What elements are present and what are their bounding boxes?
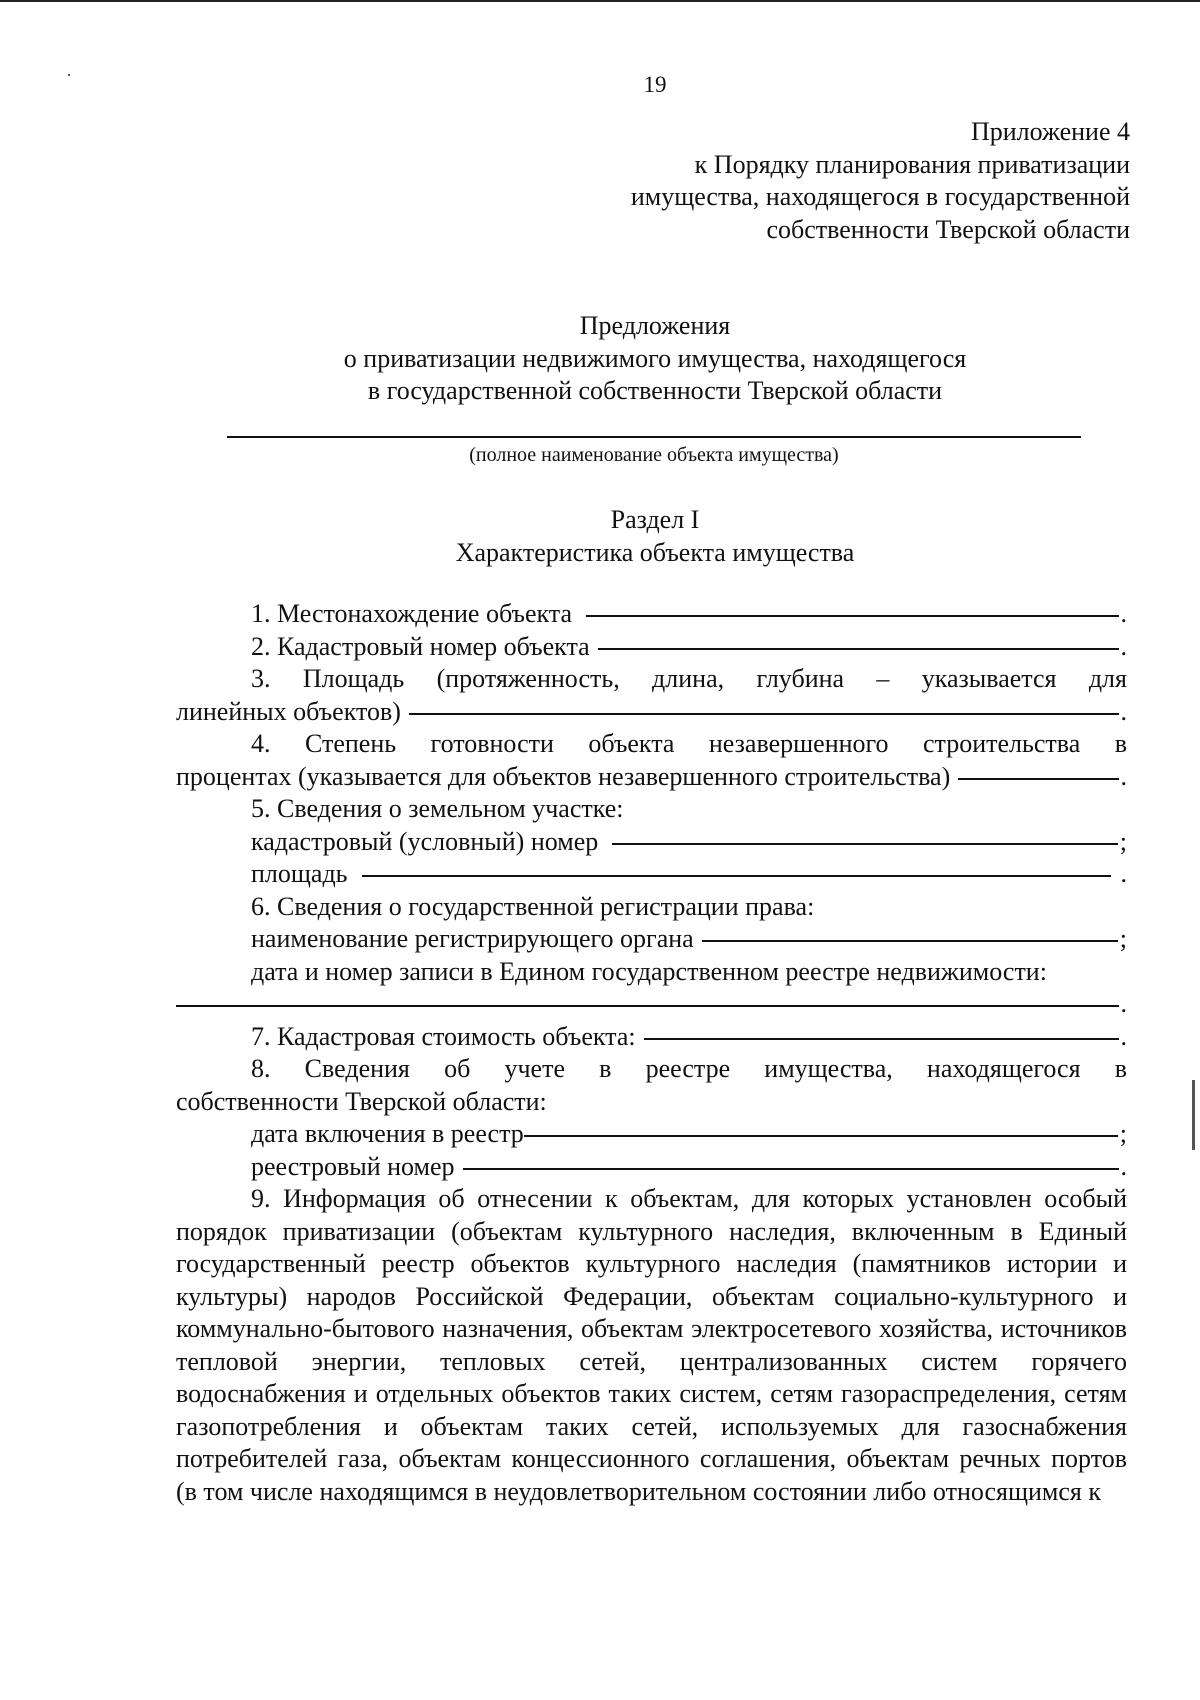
section-label: Раздел I xyxy=(610,505,700,534)
section-header xyxy=(120,504,1190,569)
form-item-reg-authority: наименование регистрирующего органа ; xyxy=(251,924,1127,953)
land-area-blank xyxy=(362,875,1111,877)
title-line: о приватизации недвижимого имущества, находящегося xyxy=(343,343,967,373)
form-item-location: 1. Местонахождение объекта . xyxy=(251,599,1127,628)
title-line: Предложения xyxy=(579,311,731,340)
scan-speck xyxy=(68,74,70,76)
appendix-line: имущества, находящегося в государственной xyxy=(630,182,1130,211)
reg-record-blank xyxy=(176,1005,1119,1007)
form-item-registry-number: реестровый номер . xyxy=(251,1151,1127,1181)
object-name-blank xyxy=(227,436,1081,438)
form-item-registry: 8. Сведения об учете в реестре имущества, находящегося в xyxy=(251,1054,1127,1083)
area-blank xyxy=(409,713,1119,715)
form-item-special-privatization xyxy=(176,1183,1127,1508)
reg-authority-blank xyxy=(702,940,1118,942)
section-heading: Характеристика объекта имущества xyxy=(455,537,855,567)
form-item-area-cont: линейных объектов) . xyxy=(176,696,1127,726)
form-item-land-cadastral: кадастровый (условный) номер ; xyxy=(251,826,1127,856)
form-item-reg-record: дата и номер записи в Едином государственном реестре недвижимости: xyxy=(251,956,1047,986)
form-item-registry-date: дата включения в реестр ; xyxy=(251,1119,1127,1148)
form-item-land-area: площадь . xyxy=(251,859,1127,888)
appendix-line: собственности Тверской области xyxy=(766,214,1130,244)
form-item-registry-cont: собственности Тверской области: xyxy=(176,1086,547,1116)
registry-date-blank xyxy=(524,1135,1118,1137)
scan-edge-line xyxy=(0,0,1200,2)
form-item-area: 3. Площадь (протяженность, длина, глубина – указывается для xyxy=(251,664,1127,693)
form-item-readiness: 4. Степень готовности объекта незавершенного строительства в xyxy=(251,729,1127,758)
form-item-land-plot: 5. Сведения о земельном участке: xyxy=(251,794,624,823)
title-line: в государственной собственности Тверской области xyxy=(367,376,943,405)
form-item-registration: 6. Сведения о государственной регистрации права: xyxy=(251,891,815,921)
cadastral-value-blank xyxy=(644,1038,1119,1040)
land-cadastral-blank xyxy=(612,843,1118,845)
registry-number-blank xyxy=(463,1168,1119,1170)
form-item-cadastral-number: 2. Кадастровый номер объекта . xyxy=(251,631,1127,661)
scan-edge-mark xyxy=(1192,1080,1195,1150)
appendix-line: Приложение 4 xyxy=(970,117,1130,146)
document-title xyxy=(120,310,1190,408)
location-blank xyxy=(586,615,1118,617)
appendix-header xyxy=(631,116,1130,246)
form-item-cadastral-value: 7. Кадастровая стоимость объекта: . xyxy=(251,1021,1127,1051)
form-body xyxy=(176,598,1127,1508)
cadastral-number-blank xyxy=(598,648,1119,650)
form-item-reg-record-cont: . xyxy=(176,988,1127,1021)
object-name-caption: (полное наименование объекта имущества) xyxy=(469,444,839,466)
form-item-readiness-cont: процентах (указывается для объектов незавершенного строительства) . xyxy=(176,761,1127,791)
page-number: 19 xyxy=(643,72,667,97)
appendix-line: к Порядку планирования приватизации xyxy=(694,149,1130,179)
special-privatization-text: 9. Информация об отнесении к объектам, для которых установлен особый порядок приватизации (объектам культурного наследия, включенным в Единый государственный реестр объектов культурного наследия (памятников истории и культуры) народов Российской Федерации, объектам социально-культурного и коммунально-бытового назначения, объектам электросетевого хозяйства, источников тепловой энергии, тепловых сетей, централизованных систем горячего водоснабжения и отдельных объектов таких систем, сетям газораспределения, сетям газопотребления и объектам таких сетей, используемых для газоснабжения потребителей газа, объектам концессионного соглашения, объектам речных портов (в том числе находящимся в неудовлетворительном состоянии либо относящимся к xyxy=(176,1184,1127,1506)
readiness-blank xyxy=(958,778,1118,780)
